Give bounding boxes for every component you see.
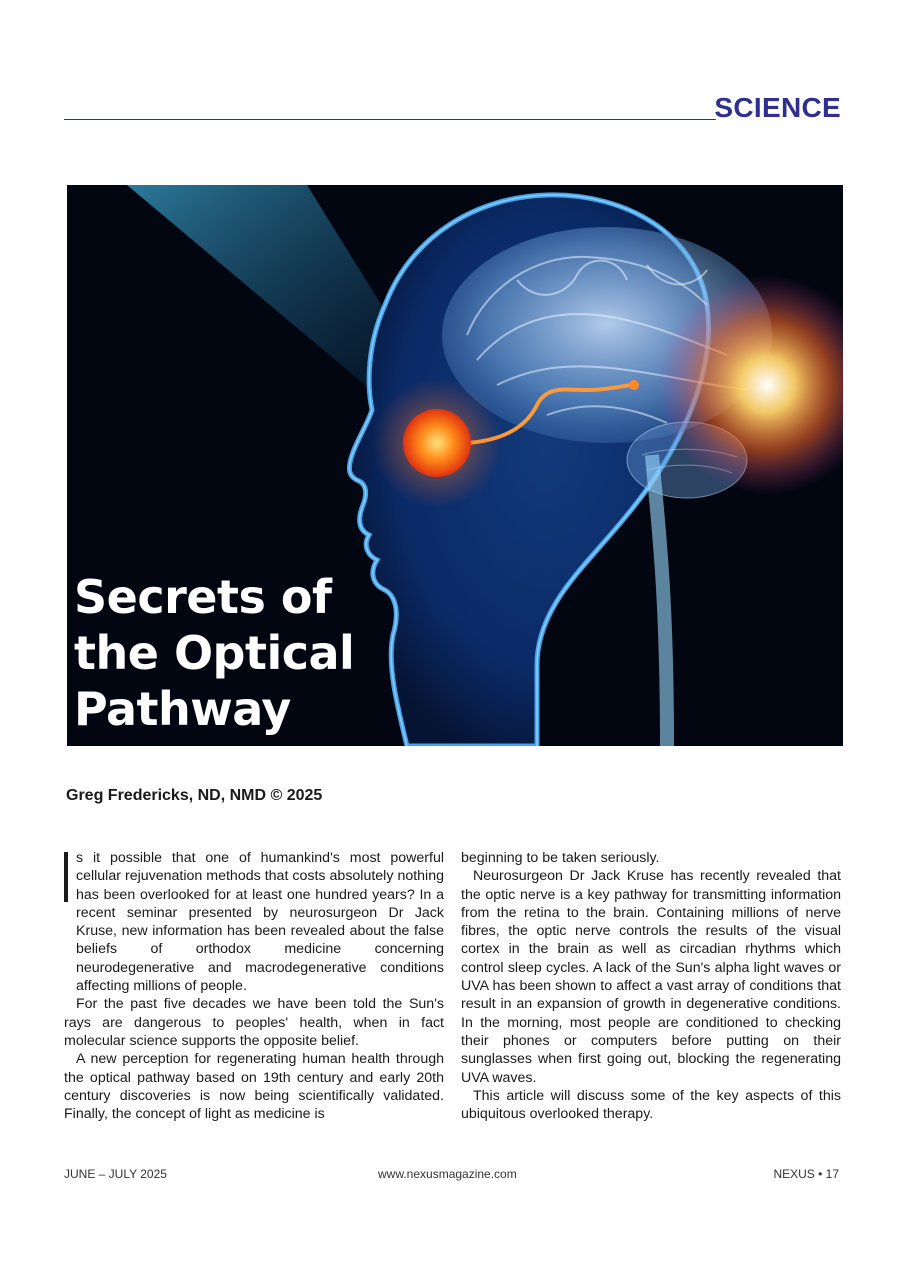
article-column-right [461,849,841,1123]
article-paragraph: beginning to be taken seriously. [461,850,660,866]
footer-page-number: NEXUS • 17 [773,1167,839,1181]
byline: Greg Fredericks, ND, NMD © 2025 [66,787,323,804]
header-rule [64,119,716,120]
dropcap [64,852,68,902]
title-line: Secrets of [74,570,332,624]
article-paragraph: Neurosurgeon Dr Jack Kruse has recently revealed that the optic nerve is a key pathway for transmitting information from the retina to the brain. Containing millions of nerve fibres, the optic nerve controls the results of the visual cortex in the brain as well as circadian rhythms which control sleep cycles. A lack of the Sun's alpha light waves or UVA has been shown to affect a vast array of conditions that result in an expansion of growth in degenerative conditions. In the morning, most people are conditioned to checking their phones or computers before putting on their sunglasses when first going out, blocking the regenerating UVA waves. [461,868,841,1086]
footer-issue-date: JUNE – JULY 2025 [64,1167,167,1181]
title-line: Pathway [74,682,291,736]
article-paragraph: For the past five decades we have been told the Sun's rays are dangerous to peoples' health, when in fact molecular science supports the opposite belief. [64,996,444,1049]
article-column-left [64,849,444,1123]
article-paragraph: This article will discuss some of the key aspects of this ubiquitous overlooked therapy. [461,1087,841,1123]
footer-website: www.nexusmagazine.com [378,1167,517,1181]
title-line: the Optical [74,626,355,680]
article-title [74,569,414,737]
article-paragraph [64,849,444,995]
article-paragraph: A new perception for regenerating human health through the optical pathway based on 19th century and early 20th century discoveries is now being scientifically validated. Finally, the concept of light as medicine is [64,1051,444,1123]
hero-image [67,185,843,746]
article-paragraph-text: s it possible that one of humankind's most powerful cellular rejuvenation methods that costs absolutely nothing has been overlooked for at least one hundred years? In a recent seminar presented by neurosurgeon Dr Jack Kruse, new information has been revealed about the false beliefs of orthodox medicine concerning neurodegenerative and macrodegenerative conditions affecting millions of people. [76,850,444,995]
section-label: SCIENCE [714,92,841,123]
